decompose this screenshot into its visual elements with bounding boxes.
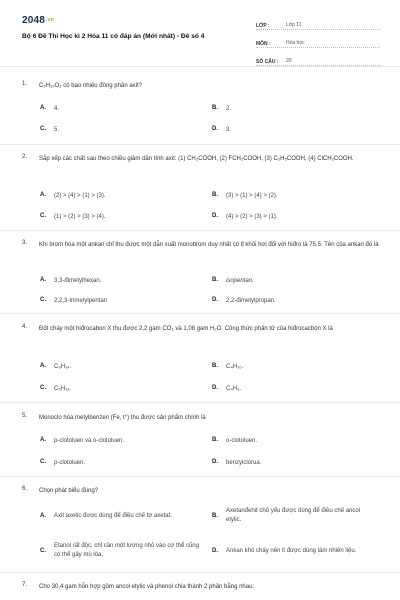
- option-b[interactable]: [212, 105, 231, 114]
- divider: [0, 402, 400, 403]
- meta-label: LỚP :: [256, 23, 270, 29]
- meta-row-class: [256, 14, 380, 30]
- option-label: C.: [40, 126, 46, 132]
- logo-suffix: .vn: [46, 17, 54, 24]
- option-text: Ankan khó cháy nên it được dùng làm nhiên liệu.: [226, 547, 357, 554]
- option-label: B.: [212, 105, 218, 111]
- option-d[interactable]: [212, 213, 278, 222]
- option-text: (3) > (1) > (4) > (2).: [226, 193, 278, 199]
- option-label: A.: [40, 105, 46, 111]
- option-text: o-clotoluen.: [226, 438, 258, 444]
- divider: [0, 144, 400, 145]
- divider: [0, 572, 400, 573]
- option-text: 5.: [54, 127, 60, 133]
- option-text: (2) > (4) > (1) > (3).: [54, 193, 106, 199]
- divider: [0, 230, 400, 231]
- question-number: 5.: [22, 413, 28, 419]
- option-text: C₄H₁₀.: [226, 364, 244, 370]
- option-label: C.: [40, 459, 46, 465]
- option-label: A.: [40, 277, 46, 283]
- question-stem: Khi brom hóa một ankan chỉ thu được một dẫn xuất monobrom duy nhất có tỉ khối hơi đối với hiđro là 75,5. Tên của ankan đó là: [39, 242, 379, 248]
- option-d[interactable]: [212, 541, 376, 561]
- question-number: 4.: [22, 324, 28, 330]
- logo-text: 2048: [22, 15, 46, 26]
- question-stem: Cho 30,4 gam hỗn hợp gồm ancol etylic và phenol chia thành 2 phần bằng nhau:: [39, 584, 255, 590]
- option-label: D.: [212, 385, 218, 391]
- meta-value: 20: [286, 58, 292, 64]
- header: [0, 0, 400, 66]
- option-b[interactable]: [212, 506, 376, 526]
- option-b[interactable]: [212, 437, 257, 446]
- option-b[interactable]: [212, 192, 278, 201]
- option-label: C.: [40, 548, 46, 554]
- option-label: D.: [212, 213, 218, 219]
- option-text: (4) > (2) > (3) > (1).: [226, 214, 278, 220]
- option-text: Axetanđehit chủ yếu được dùng để điều chế ancol etylic.: [226, 508, 361, 523]
- option-text: p-clotoluen.: [54, 460, 86, 466]
- option-text: C₆H₁₄.: [54, 364, 72, 370]
- option-label: D.: [212, 548, 218, 554]
- option-label: C.: [40, 297, 46, 303]
- question-stem: Sắp xếp các chất sau theo chiều giảm dần tính axit: (1) CH₃COOH, (2) FCH₂COOH, (3) C₂H₅COOH, (4) ClCH₂COOH.: [39, 156, 354, 162]
- option-label: A.: [40, 363, 46, 369]
- meta-row-subject: [256, 32, 380, 48]
- option-label: D.: [212, 297, 218, 303]
- option-b[interactable]: [212, 277, 254, 286]
- option-text: 3,3-đimetylhexan.: [54, 278, 102, 284]
- option-text: Axit axetic được dùng để điều chế tơ axetat.: [54, 512, 172, 519]
- option-b[interactable]: [212, 363, 243, 372]
- option-label: B.: [212, 192, 218, 198]
- divider: [0, 313, 400, 314]
- exam-meta: [256, 14, 380, 68]
- option-label: A.: [40, 513, 46, 519]
- option-label: A.: [40, 437, 46, 443]
- option-label: B.: [212, 277, 218, 283]
- option-label: B.: [212, 363, 218, 369]
- option-d[interactable]: [212, 385, 241, 394]
- question-number: 2.: [22, 154, 28, 160]
- option-label: A.: [40, 192, 46, 198]
- option-a[interactable]: [40, 192, 106, 201]
- option-a[interactable]: [40, 277, 101, 286]
- option-text: benzylclorua.: [226, 460, 262, 466]
- option-a[interactable]: [40, 437, 124, 446]
- option-c[interactable]: [40, 385, 71, 394]
- option-text: 2.: [226, 106, 232, 112]
- question-number: 6.: [22, 486, 28, 492]
- meta-label: SỐ CÂU :: [256, 59, 279, 65]
- divider: [0, 66, 400, 67]
- option-d[interactable]: [212, 459, 261, 468]
- option-a[interactable]: [40, 105, 59, 114]
- meta-label: MÔN :: [256, 41, 271, 47]
- option-a[interactable]: [40, 506, 204, 526]
- option-text: p-clotoluen và o-clotoluen.: [54, 438, 125, 444]
- divider: [0, 476, 400, 477]
- meta-row-count: [256, 50, 380, 66]
- option-label: B.: [212, 513, 218, 519]
- option-text: Etanol rất độc, chỉ cần một lượng nhỏ vào cơ thể cũng có thể gây mù lòa.: [54, 543, 199, 558]
- question-number: 3.: [22, 240, 28, 246]
- option-c[interactable]: [40, 297, 107, 306]
- site-logo[interactable]: [22, 15, 54, 26]
- question-number: 7.: [22, 582, 28, 588]
- option-text: isopentan.: [226, 278, 254, 284]
- option-text: 4.: [54, 106, 60, 112]
- option-label: D.: [212, 126, 218, 132]
- option-text: C₄H₈.: [226, 386, 242, 392]
- option-c[interactable]: [40, 213, 106, 222]
- option-d[interactable]: [212, 297, 276, 306]
- option-c[interactable]: [40, 126, 59, 135]
- meta-value: Hóa học: [286, 40, 305, 46]
- question-stem: Đốt cháy một hiđrocabon X thu được 2,2 gam CO₂ và 1,08 gam H₂O. Công thức phân tử của hiđrocacbon X là: [39, 326, 333, 332]
- question-stem: C₅H₁₀O₂ có bao nhiêu đồng phân axit?: [39, 83, 142, 89]
- meta-value: Lớp 11: [286, 22, 302, 28]
- option-a[interactable]: [40, 363, 71, 372]
- option-text: 2,2,3-trimetylpentan: [54, 298, 108, 304]
- option-c[interactable]: [40, 541, 204, 561]
- question-stem: Chọn phát biểu đúng?: [39, 488, 99, 494]
- option-text: (1) > (2) > (3) > (4).: [54, 214, 106, 220]
- option-label: D.: [212, 459, 218, 465]
- option-text: 2,2-đimetylpropan.: [226, 298, 276, 304]
- option-text: 3.: [226, 127, 232, 133]
- option-label: C.: [40, 213, 46, 219]
- option-d[interactable]: [212, 126, 231, 135]
- option-label: B.: [212, 437, 218, 443]
- option-c[interactable]: [40, 459, 85, 468]
- question-stem: Monoclo hóa metylbenzen (Fe, t°) thu được sản phẩm chính là: [39, 415, 206, 421]
- option-label: C.: [40, 385, 46, 391]
- page-title: Bộ 6 Đề Thi Học kì 2 Hóa 11 có đáp án (Mới nhất) - Đề số 4: [22, 33, 205, 40]
- option-text: C₅H₁₂.: [54, 386, 72, 392]
- question-number: 1.: [22, 81, 28, 87]
